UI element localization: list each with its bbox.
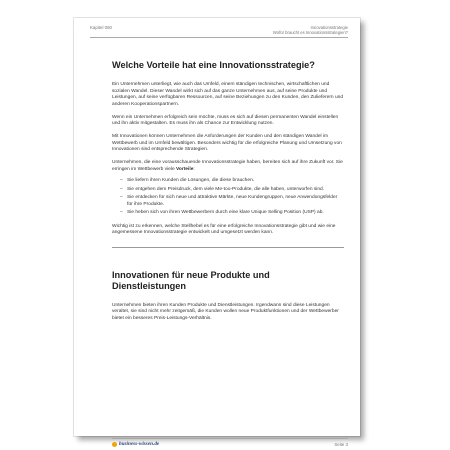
paragraph-innovations: Mit Innovationen können Unternehmen die Anforderungen der Kunden und den ständigen Wandel im Wettbewerb und im Umfeld bewältigen. Besonders wichtig für die erfolgreiche Planung und Umsetzung von Innovationen sind entsprechende Strategien.: [112, 134, 342, 153]
header-subtitle: Wofür braucht es Innovationsstrategien?: [272, 30, 348, 36]
section-divider: [112, 247, 344, 248]
page-content: [112, 60, 344, 329]
list-item: – Sie entgehen dem Preisdruck, dem viele Me-too-Produkte, die alle haben, unterworfen sind.: [120, 187, 344, 194]
header-chapter: Kapitel 060: [90, 25, 112, 30]
page-number: Seite 3: [334, 442, 348, 447]
paragraph-products: Unternehmen bieten ihren Kunden Produkte und Dienstleistungen. Irgendwann sind diese Leistungen veraltet, sie sind nicht mehr zeitgemäß, die Kunden wollen neue Produktfunktionen und der Wettbewerber bietet ein besseres Preis-Leistungs-Verhältnis.: [112, 302, 339, 321]
footer-logo: [112, 441, 159, 447]
section-heading-products: Innovationen für neue Produkte und Dienstleistungen: [112, 269, 270, 292]
logo-text: business-wissen.de: [119, 441, 160, 447]
intro-text: Unternehmen, die eine vorausschauende Innovationsstrategie haben, bereiten sich auf ihre Zukunft vor. Sie erringen im Wettbewerb viele: [112, 160, 343, 172]
intro-bold: Vorteile: [175, 166, 194, 172]
footer-rule: [112, 438, 348, 439]
logo-dot-icon: [112, 442, 117, 447]
section-heading-advantages: Welche Vorteile hat eine Innovationsstrategie?: [112, 60, 315, 70]
list-item: – Sie heben sich von ihren Wettbewerbern durch eine klare Unique Selling Position (USP) ab.: [120, 210, 344, 217]
intro-colon: :: [193, 166, 195, 172]
paragraph-change: Ein Unternehmen unterliegt, wie auch das Umfeld, einem ständigen technischen, wirtschaftlichen und sozialen Wandel. Dieser Wandel wirkt sich auf das ganze Unternehmen aus, auf seine Produkte und Leistungen, auf seine verfügbaren Ressourcen, auf seine Beziehungen zu den Kunden, den Zulieferern und anderen Kooperationspartnern.: [112, 82, 344, 107]
header-title: Innovationsstrategie: [310, 25, 348, 30]
list-item: – Sie liefern ihren Kunden die Lösungen, die diese brauchen.: [120, 178, 344, 185]
paragraph-advantages-intro: [112, 160, 344, 173]
paragraph-closing: Wichtig ist zu erkennen, welche Stellhebel es für eine erfolgreiche Innovationsstrategie gibt und wie eine angemessene Innovationsstrategie entwickelt und umgesetzt werden kann.: [112, 223, 336, 236]
header-rule: [90, 37, 348, 38]
paragraph-success: Wenn ein Unternehmen erfolgreich sein möchte, muss es sich auf diesen permanenten Wandel einstellen und ihn aktiv mitgestalten. Es muss ihn als Chance zur Entwicklung nutzen.: [112, 114, 339, 127]
list-item: – Sie entdecken für sich neue und attraktive Märkte, neue Kundengruppen, neue Anwendungsfelder für ihre Produkte.: [120, 195, 344, 208]
header-titles: [273, 25, 348, 36]
document-page: [74, 18, 360, 447]
advantages-list: [112, 178, 344, 217]
